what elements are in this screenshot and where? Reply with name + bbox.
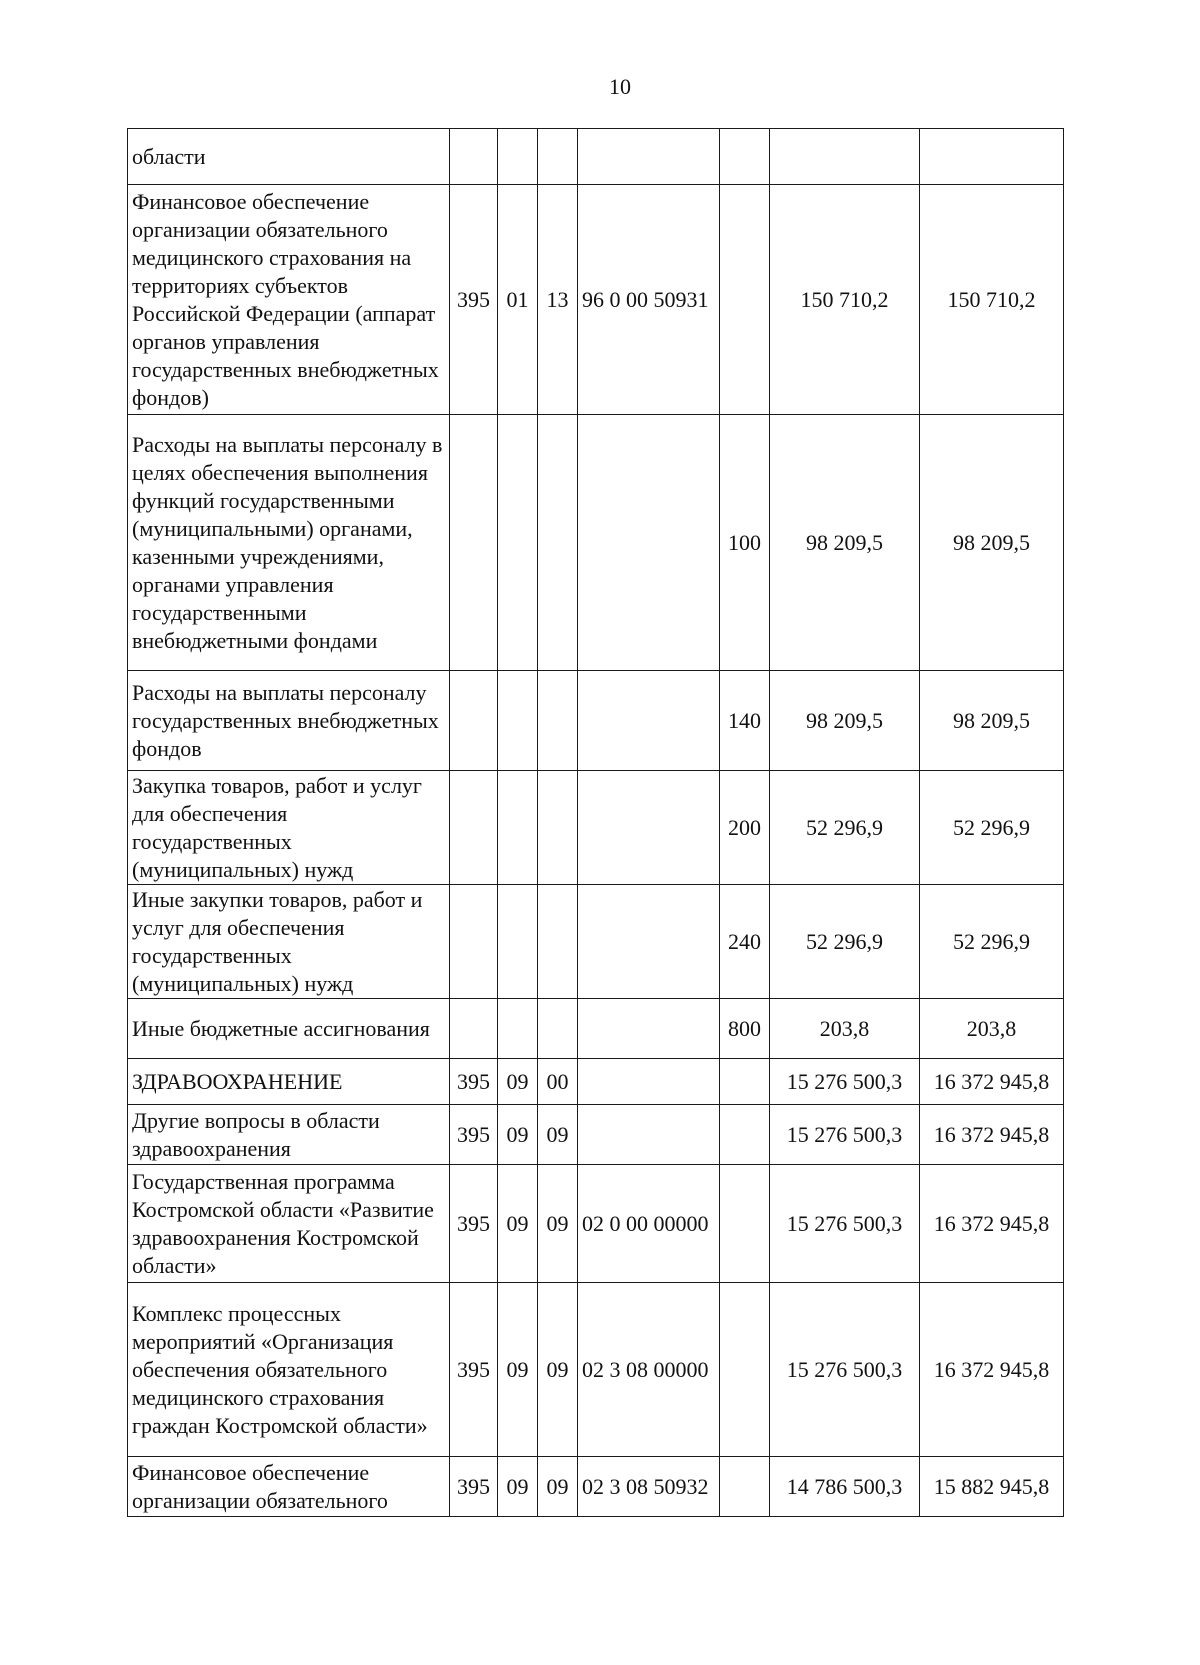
table-row: [128, 415, 1064, 671]
table-row: [128, 1165, 1064, 1283]
rz-code: [498, 771, 538, 885]
rz-code: [498, 415, 538, 671]
sum-year-2: 15 882 945,8: [920, 1457, 1064, 1517]
row-name: Государственная программа Костромской области «Развитие здравоохранения Костромской области»: [128, 1165, 450, 1283]
ved-code: [450, 671, 498, 771]
csr-code: [578, 885, 720, 999]
table-row: [128, 999, 1064, 1059]
budget-table: [127, 128, 1064, 1517]
ved-code: [450, 999, 498, 1059]
sum-year-1: 98 209,5: [770, 415, 920, 671]
ved-code: 395: [450, 1283, 498, 1457]
csr-code: [578, 771, 720, 885]
row-name: Другие вопросы в области здравоохранения: [128, 1105, 450, 1165]
row-name: Финансовое обеспечение организации обязательного медицинского страхования на территориях субъектов Российской Федерации (аппарат органов управления государственных внебюджетных фондов): [128, 185, 450, 415]
sum-year-2: 16 372 945,8: [920, 1283, 1064, 1457]
sum-year-1: 150 710,2: [770, 185, 920, 415]
pr-code: 09: [538, 1165, 578, 1283]
vr-code: 200: [720, 771, 770, 885]
sum-year-2: 98 209,5: [920, 671, 1064, 771]
rz-code: [498, 129, 538, 185]
page-number: 10: [609, 74, 631, 99]
csr-code: [578, 999, 720, 1059]
csr-code: 02 3 08 00000: [578, 1283, 720, 1457]
table-row: [128, 1105, 1064, 1165]
sum-year-1: [770, 129, 920, 185]
ved-code: [450, 129, 498, 185]
pr-code: 13: [538, 185, 578, 415]
pr-code: 09: [538, 1283, 578, 1457]
ved-code: [450, 885, 498, 999]
table-row: [128, 1457, 1064, 1517]
ved-code: [450, 771, 498, 885]
sum-year-1: 52 296,9: [770, 771, 920, 885]
csr-code: [578, 1059, 720, 1105]
sum-year-2: 52 296,9: [920, 771, 1064, 885]
vr-code: 100: [720, 415, 770, 671]
table-row: [128, 1059, 1064, 1105]
sum-year-1: 15 276 500,3: [770, 1165, 920, 1283]
row-name: Иные бюджетные ассигнования: [128, 999, 450, 1059]
rz-code: 01: [498, 185, 538, 415]
row-name: Расходы на выплаты персоналу в целях обеспечения выполнения функций государственными (муниципальными) органами, казенными учреждениями, органами управления государственными внебюджетными фондами: [128, 415, 450, 671]
pr-code: 09: [538, 1105, 578, 1165]
rz-code: [498, 885, 538, 999]
pr-code: [538, 415, 578, 671]
sum-year-2: [920, 129, 1064, 185]
sum-year-2: 150 710,2: [920, 185, 1064, 415]
csr-code: [578, 129, 720, 185]
sum-year-1: 98 209,5: [770, 671, 920, 771]
vr-code: [720, 185, 770, 415]
sum-year-2: 98 209,5: [920, 415, 1064, 671]
sum-year-1: 15 276 500,3: [770, 1105, 920, 1165]
vr-code: 140: [720, 671, 770, 771]
table-row: [128, 671, 1064, 771]
table-row: [128, 1283, 1064, 1457]
pr-code: 00: [538, 1059, 578, 1105]
table-body: [128, 129, 1064, 1517]
vr-code: [720, 129, 770, 185]
row-name: ЗДРАВООХРАНЕНИЕ: [128, 1059, 450, 1105]
ved-code: 395: [450, 1457, 498, 1517]
pr-code: [538, 671, 578, 771]
ved-code: 395: [450, 1105, 498, 1165]
vr-code: [720, 1457, 770, 1517]
row-name: Закупка товаров, работ и услуг для обеспечения государственных (муниципальных) нужд: [128, 771, 450, 885]
sum-year-2: 16 372 945,8: [920, 1165, 1064, 1283]
vr-code: [720, 1283, 770, 1457]
pr-code: [538, 129, 578, 185]
table-row: [128, 771, 1064, 885]
sum-year-1: 15 276 500,3: [770, 1283, 920, 1457]
pr-code: 09: [538, 1457, 578, 1517]
vr-code: [720, 1165, 770, 1283]
sum-year-1: 14 786 500,3: [770, 1457, 920, 1517]
sum-year-2: 16 372 945,8: [920, 1059, 1064, 1105]
vr-code: [720, 1059, 770, 1105]
vr-code: [720, 1105, 770, 1165]
ved-code: 395: [450, 1059, 498, 1105]
sum-year-2: 203,8: [920, 999, 1064, 1059]
csr-code: 02 3 08 50932: [578, 1457, 720, 1517]
ved-code: 395: [450, 1165, 498, 1283]
sum-year-1: 52 296,9: [770, 885, 920, 999]
csr-code: [578, 1105, 720, 1165]
pr-code: [538, 999, 578, 1059]
rz-code: 09: [498, 1059, 538, 1105]
ved-code: 395: [450, 185, 498, 415]
table-row: [128, 129, 1064, 185]
table-row: [128, 885, 1064, 999]
row-name: Расходы на выплаты персоналу государственных внебюджетных фондов: [128, 671, 450, 771]
vr-code: 800: [720, 999, 770, 1059]
rz-code: 09: [498, 1165, 538, 1283]
pr-code: [538, 771, 578, 885]
sum-year-2: 52 296,9: [920, 885, 1064, 999]
csr-code: [578, 671, 720, 771]
sum-year-1: 203,8: [770, 999, 920, 1059]
sum-year-2: 16 372 945,8: [920, 1105, 1064, 1165]
rz-code: [498, 999, 538, 1059]
rz-code: 09: [498, 1105, 538, 1165]
row-name: Финансовое обеспечение организации обязательного: [128, 1457, 450, 1517]
csr-code: [578, 415, 720, 671]
row-name: Иные закупки товаров, работ и услуг для обеспечения государственных (муниципальных) нужд: [128, 885, 450, 999]
vr-code: 240: [720, 885, 770, 999]
pr-code: [538, 885, 578, 999]
sum-year-1: 15 276 500,3: [770, 1059, 920, 1105]
row-name: Комплекс процессных мероприятий «Организация обеспечения обязательного медицинского страхования граждан Костромской области»: [128, 1283, 450, 1457]
csr-code: 02 0 00 00000: [578, 1165, 720, 1283]
rz-code: 09: [498, 1457, 538, 1517]
row-name: области: [128, 129, 450, 185]
rz-code: 09: [498, 1283, 538, 1457]
ved-code: [450, 415, 498, 671]
rz-code: [498, 671, 538, 771]
table-row: [128, 185, 1064, 415]
csr-code: 96 0 00 50931: [578, 185, 720, 415]
